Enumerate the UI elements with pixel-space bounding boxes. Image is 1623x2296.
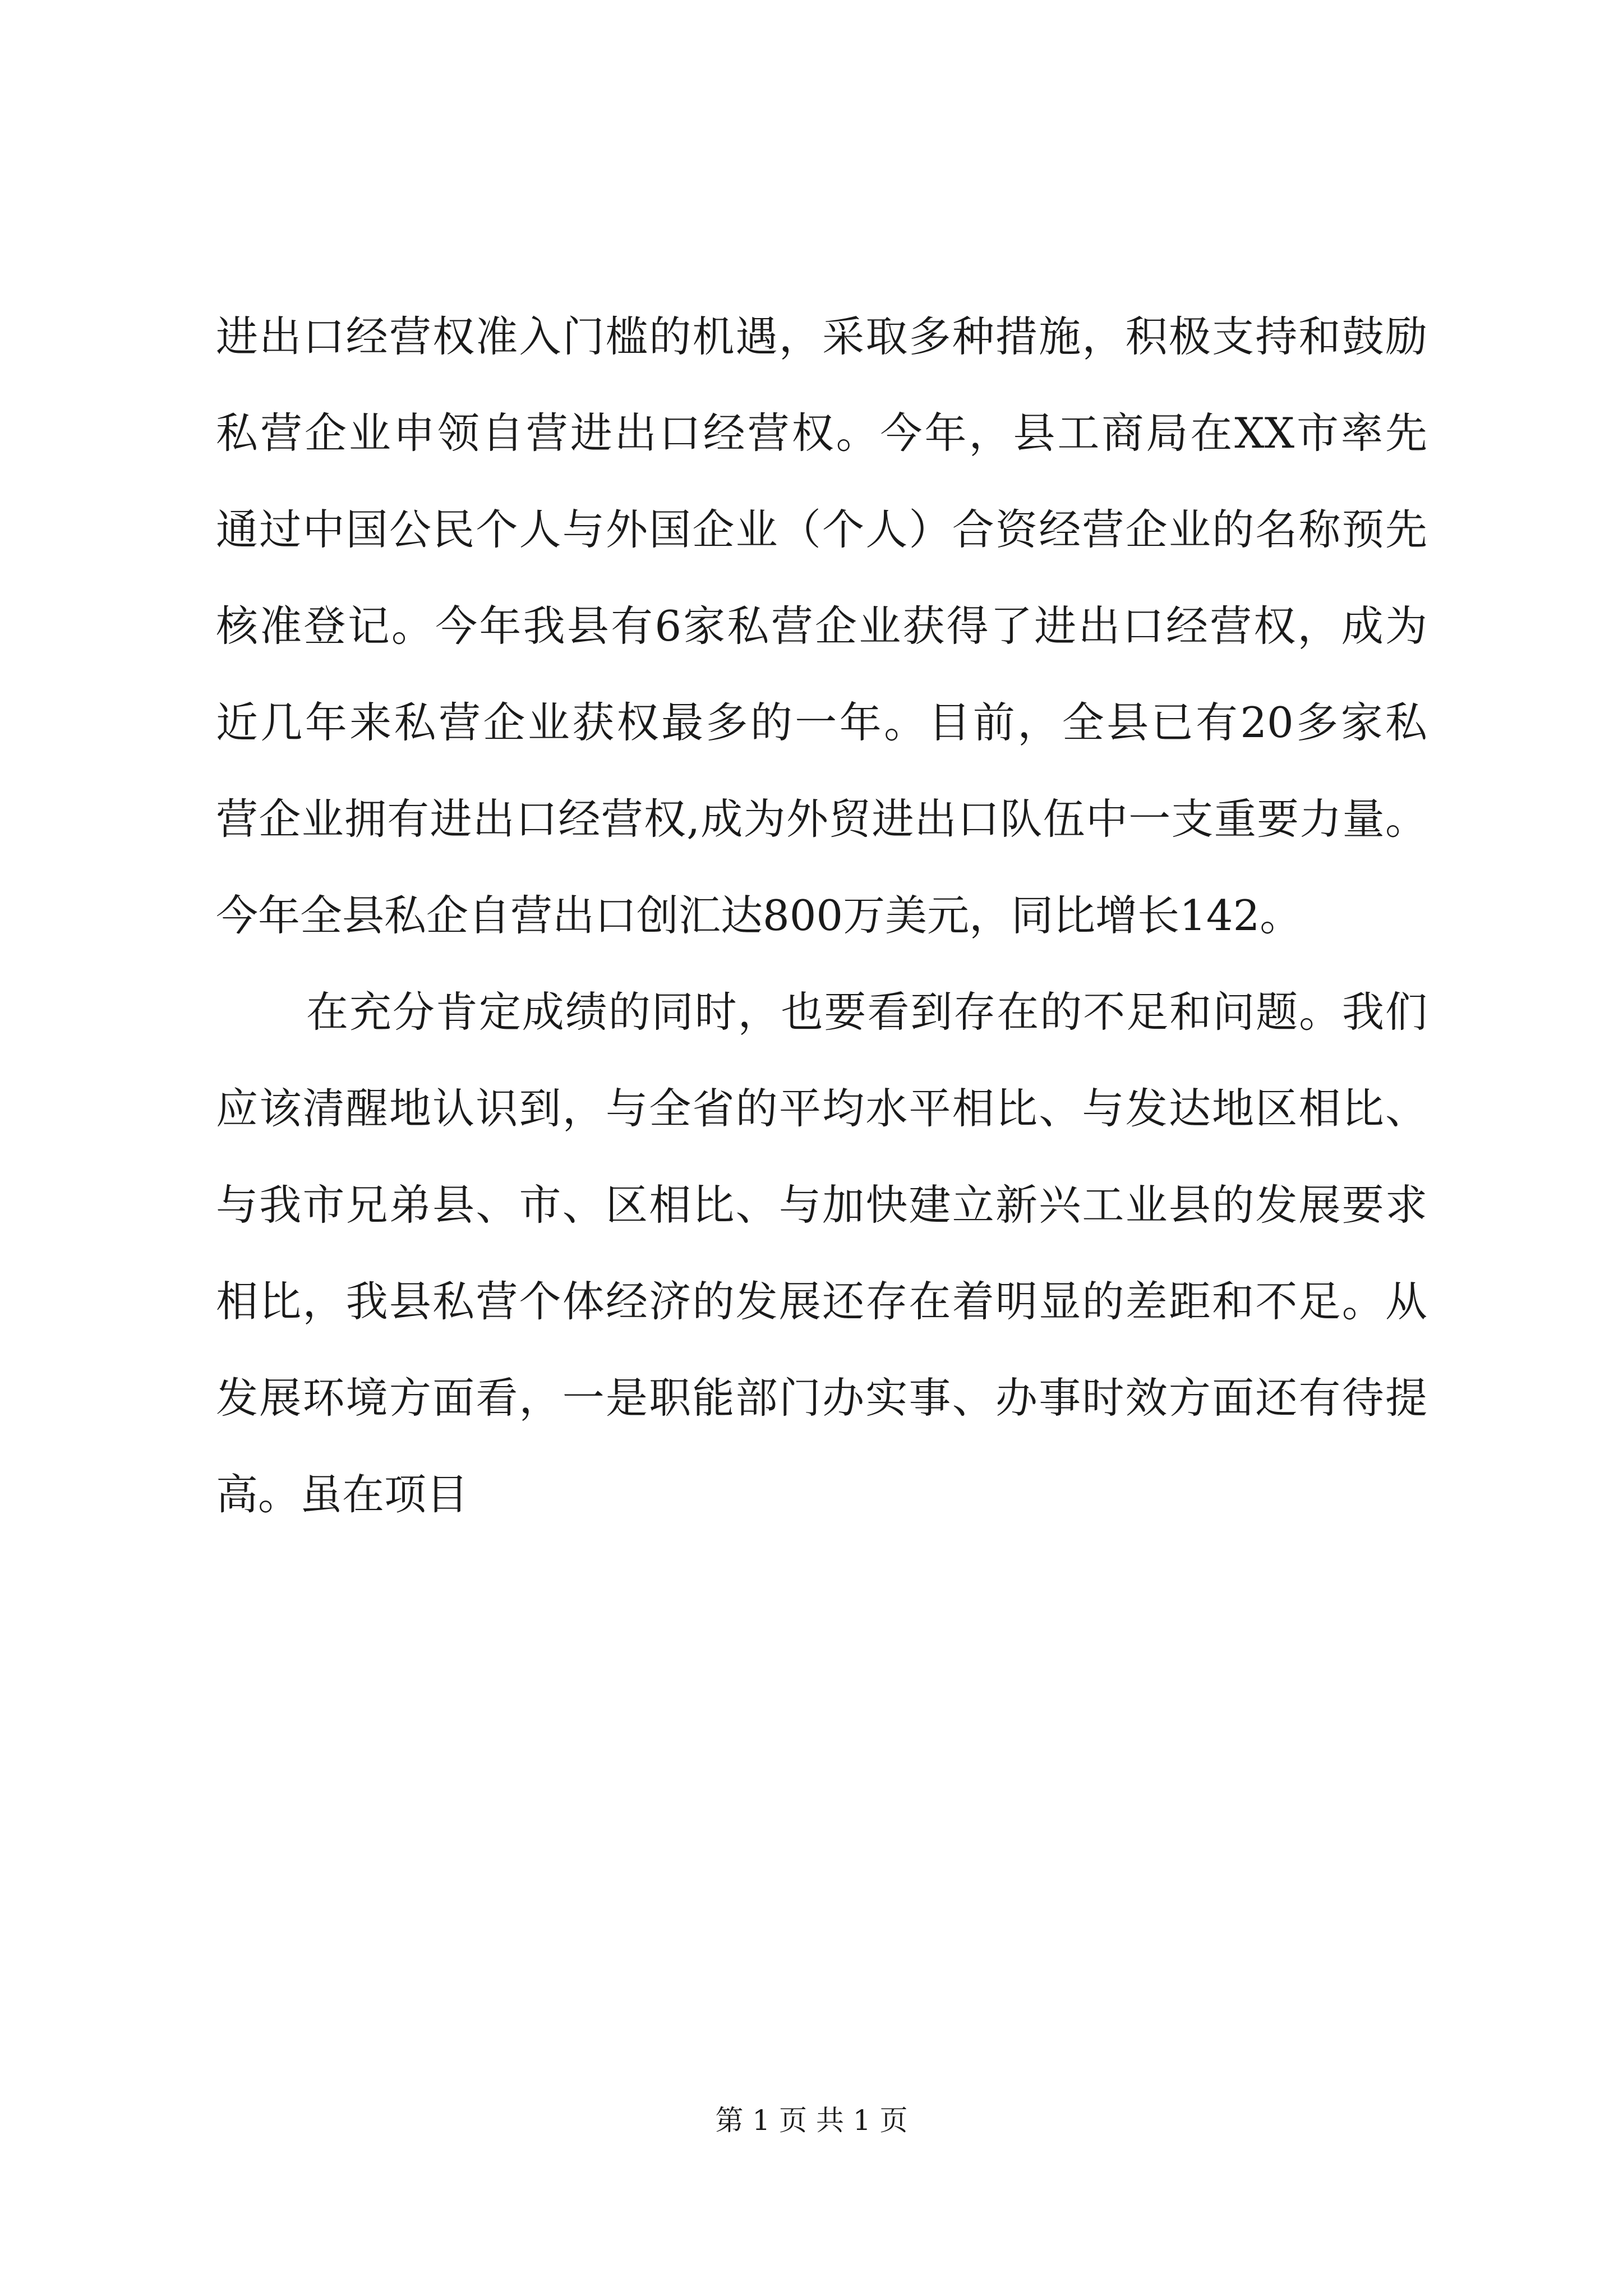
paragraph-2-line-6: 高。虽在项目 [216, 1470, 469, 1519]
paragraph-1-line-4: 核准登记。今年我县有6家私营企业获得了进出口经营权，成为 [216, 601, 1427, 651]
paragraph-1-line-1: 进出口经营权准入门槛的机遇，采取多种措施，积极支持和鼓励 [216, 312, 1427, 361]
paragraph-2-line-1: 在充分肯定成绩的同时，也要看到存在的不足和问题。我们 [306, 987, 1427, 1037]
paragraph-2-line-5: 发展环境方面看，一是职能部门办实事、办事时效方面还有待提 [216, 1373, 1427, 1423]
paragraph-1-line-3: 通过中国公民个人与外国企业（个人）合资经营企业的名称预先 [216, 505, 1427, 554]
paragraph-1-line-6: 营企业拥有进出口经营权,成为外贸进出口队伍中一支重要力量。 [216, 794, 1427, 844]
paragraph-1-line-5: 近几年来私营企业获权最多的一年。目前，全县已有20多家私 [216, 698, 1427, 747]
paragraph-2-line-2: 应该清醒地认识到，与全省的平均水平相比、与发达地区相比、 [216, 1084, 1427, 1133]
page-footer: 第 1 页 共 1 页 [715, 2104, 908, 2137]
paragraph-1-line-2: 私营企业申领自营进出口经营权。今年，县工商局在XX市率先 [216, 408, 1427, 458]
paragraph-2-line-3: 与我市兄弟县、市、区相比、与加快建立新兴工业县的发展要求 [216, 1180, 1427, 1230]
paragraph-1-line-7: 今年全县私企自营出口创汇达800万美元，同比增长142。 [216, 891, 1302, 940]
paragraph-2-line-4: 相比，我县私营个体经济的发展还存在着明显的差距和不足。从 [216, 1277, 1427, 1326]
